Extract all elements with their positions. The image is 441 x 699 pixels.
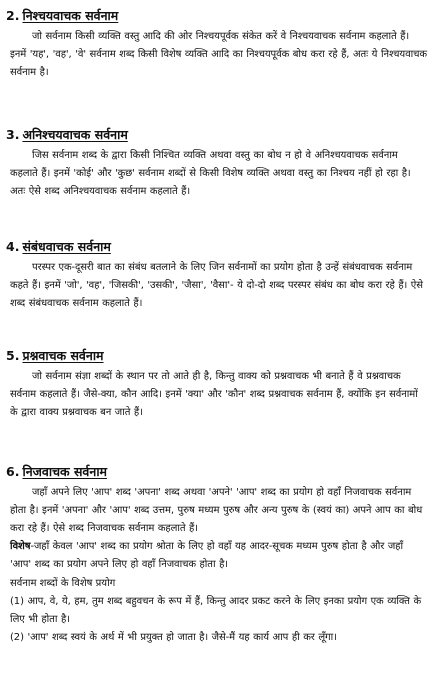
section-number: 4. xyxy=(6,239,20,254)
section-number: 3. xyxy=(6,127,20,142)
section-number: 5. xyxy=(6,348,20,363)
section-heading xyxy=(0,348,441,364)
paragraph-text: जिस सर्वनाम शब्द के द्वारा किसी निश्चित व्यक्ति अथवा वस्तु का बोध न हो वे अनिश्चयवाचक सर्वनाम कहलाते हैं। इनमें 'कोई' और 'कुछ' सर्वनाम शब्दों से किसी विशेष व्यक्ति अथवा वस्तु का निश्चय नहीं हो रहा है। अतः ऐसे शब्द अनिश्चयवाचक सर्वनाम कहलाते हैं। xyxy=(10,150,411,197)
section-title: प्रश्नवाचक सर्वनाम xyxy=(22,348,104,363)
section-heading xyxy=(0,127,441,143)
section-demonstrative-pronoun xyxy=(0,8,441,82)
usage-subheading: सर्वनाम शब्दों के विशेष प्रयोग xyxy=(10,578,116,589)
note-label: विशेष xyxy=(10,541,31,552)
note-text: -जहाँ केवल 'आप' शब्द का प्रयोग श्रोता के लिए हो वहाँ यह आदर-सूचक मध्यम पुरुष होता है और जहाँ 'आप' शब्द का प्रयोग अपने लिए हो वहाँ निजवाचक होता है। xyxy=(10,541,403,570)
paragraph-text: परस्पर एक-दूसरी बात का संबंध बतलाने के लिए जिन सर्वनामों का प्रयोग होता है उन्हें संबंधवाचक सर्वनाम कहते हैं। इनमें 'जो', 'वह', 'जिसकी', 'उसकी', 'जैसा', 'वैसा'- ये दो-दो शब्द परस्पर संबंध का बोध करा रहे हैं। ऐसे शब्द संबंधवाचक सर्वनाम कहलाते हैं। xyxy=(10,262,423,309)
section-number: 6. xyxy=(6,464,20,479)
section-title: अनिश्चयवाचक सर्वनाम xyxy=(22,127,128,142)
section-title: निश्चयवाचक सर्वनाम xyxy=(22,8,119,23)
section-title: संबंधवाचक सर्वनाम xyxy=(22,239,111,254)
paragraph-text: जो सर्वनाम संज्ञा शब्दों के स्थान पर तो आते ही है, किन्तु वाक्य को प्रश्नवाचक भी बनाते हैं वे प्रश्नवाचक सर्वनाम कहलाते हैं। जैसे-क्या, कौन आदि। इनमें 'क्या' और 'कौन' शब्द प्रश्नवाचक सर्वनाम हैं, क्योंकि इन सर्वनामों के द्वारा वाक्य प्रश्नवाचक बन जाते हैं। xyxy=(10,371,418,418)
section-paragraph xyxy=(0,259,441,313)
paragraph-text: जो सर्वनाम किसी व्यक्ति वस्तु आदि की ओर निश्चयपूर्वक संकेत करें वे निश्चयवाचक सर्वनाम कहलाते हैं। इनमें 'यह', 'वह', 'वे' सर्वनाम शब्द किसी विशेष व्यक्ति आदि का निश्चयपूर्वक बोध करा रहे हैं, अतः ये निश्चयवाचक सर्वनाम है। xyxy=(10,31,427,78)
special-note xyxy=(0,538,441,574)
section-title: निजवाचक सर्वनाम xyxy=(22,464,108,479)
section-heading xyxy=(0,464,441,480)
section-heading xyxy=(0,8,441,24)
section-paragraph xyxy=(0,28,441,82)
section-relative-pronoun xyxy=(0,239,441,313)
section-number: 2. xyxy=(6,8,20,23)
section-interrogative-pronoun xyxy=(0,348,441,422)
section-paragraph xyxy=(0,368,441,422)
section-reflexive-pronoun xyxy=(0,464,441,647)
section-indefinite-pronoun xyxy=(0,127,441,201)
section-paragraph xyxy=(0,484,441,538)
section-paragraph xyxy=(0,147,441,201)
usage-item: (2) 'आप' शब्द स्वयं के अर्थ में भी प्रयुक्त हो जाता है। जैसे-मैं यह कार्य आप ही कर लूँगा। xyxy=(10,632,337,643)
usage-item: (1) आप, वे, ये, हम, तुम शब्द बहुवचन के रूप में हैं, किन्तु आदर प्रकट करने के लिए इनका प्रयोग एक व्यक्ति के लिए भी होता है। xyxy=(10,596,422,625)
section-heading xyxy=(0,239,441,255)
paragraph-text: जहाँ अपने लिए 'आप' शब्द 'अपना' शब्द अथवा 'अपने' 'आप' शब्द का प्रयोग हो वहाँ निजवाचक सर्वनाम होता है। इनमें 'अपना' और 'आप' शब्द उत्तम, पुरुष मध्यम पुरुष और अन्य पुरुष के (स्वयं का) अपने आप का बोध करा रहे हैं। ऐसे शब्द निजवाचक सर्वनाम कहलाते हैं। xyxy=(10,487,423,534)
